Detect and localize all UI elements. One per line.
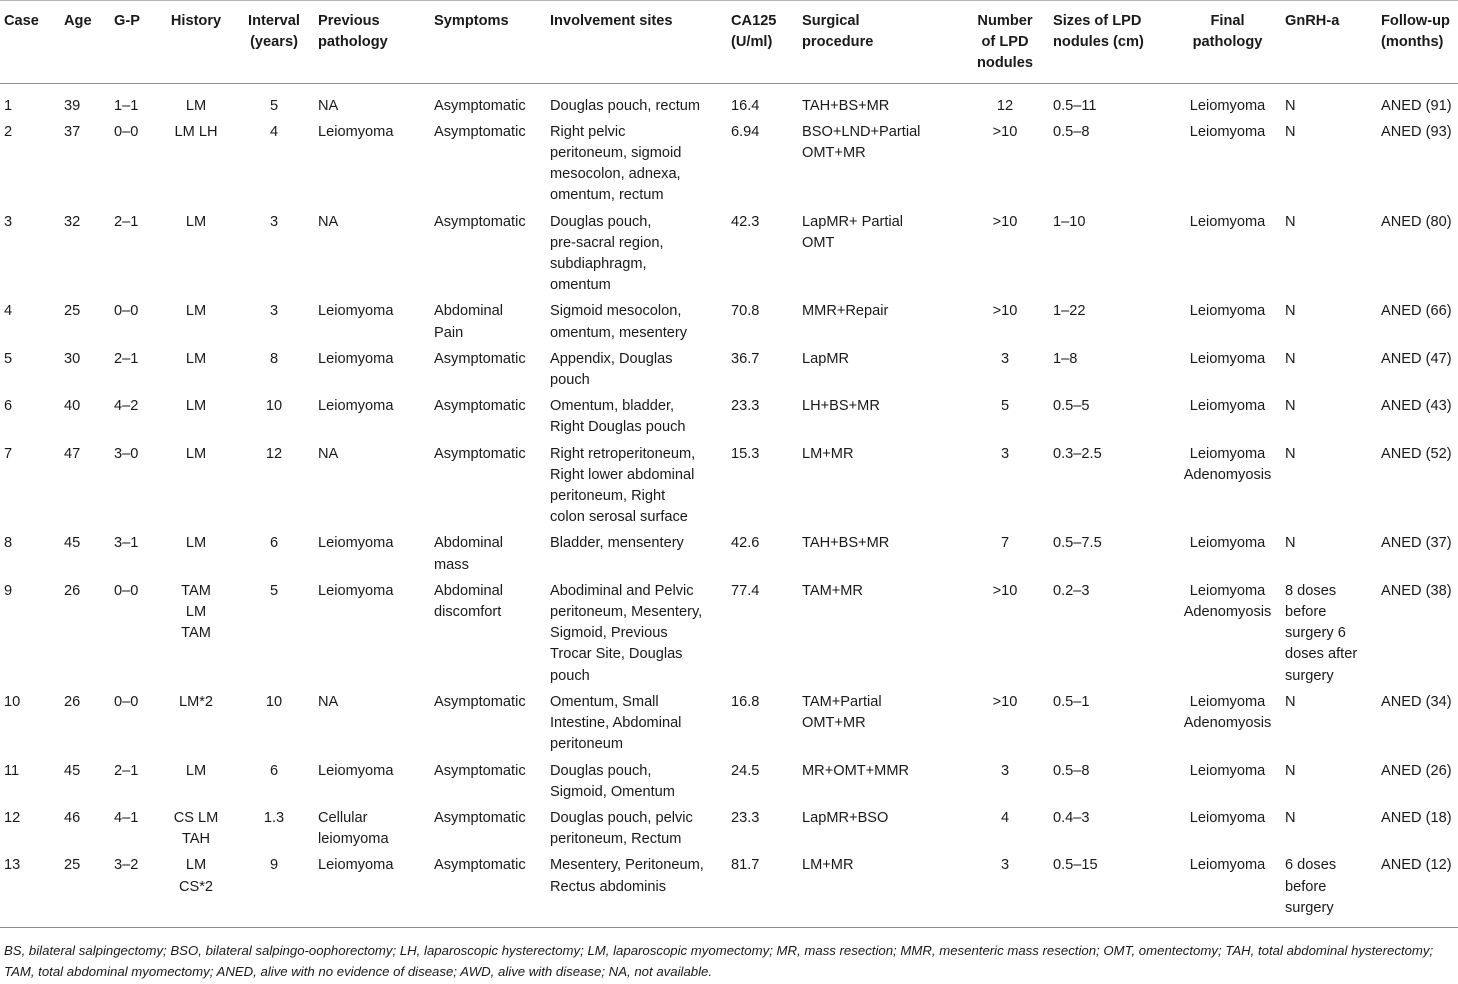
cell-surgical-procedure: MR+OMT+MMR (802, 762, 910, 779)
cell-case: 9 (4, 582, 13, 599)
cell-lpd-nodule-sizes: 0.5–11 (1053, 97, 1097, 114)
cell-symptoms: Asymptomatic (434, 809, 526, 826)
cell-g-p: 3–2 (110, 855, 158, 927)
cell-case: 2 (4, 123, 13, 140)
column-header-lpd-nodule-sizes: Sizes of LPD nodules (cm) (1049, 1, 1174, 84)
cell-gnrh-a: 6 doses before surgery (1281, 855, 1377, 927)
cell-lpd-nodule-count: 3 (1000, 350, 1010, 367)
cell-involvement-sites: Right pelvic peritoneum, sigmoid mesocolon, adnexa, omentum, rectum (550, 123, 682, 204)
cell-gnrh-a: N (1285, 303, 1296, 320)
cell-g-p: 2–1 (114, 762, 139, 779)
cell-ca125: 24.5 (731, 762, 760, 779)
cell-involvement-sites: Appendix, Douglas pouch (550, 350, 673, 389)
cell-previous-pathology: Cellular leiomyoma (318, 809, 389, 848)
cell-case: 11 (4, 762, 20, 779)
cell-ca125: 42.3 (731, 213, 760, 230)
cell-involvement-sites: Abodiminal and Pelvic peritoneum, Mesentery, Sigmoid, Previous Trocar Site, Douglas pouch (550, 582, 703, 684)
table-row (0, 692, 1458, 761)
cell-follow-up: ANED (18) (1381, 809, 1452, 826)
table-row (0, 122, 1458, 212)
cell-lpd-nodule-sizes: 0.5–5 (1053, 398, 1090, 415)
cell-surgical-procedure: LM+MR (802, 445, 854, 462)
cell-symptoms: Asymptomatic (434, 350, 526, 367)
cell-ca125: 16.8 (731, 693, 760, 710)
cell-surgical-procedure: LapMR+ Partial OMT (802, 213, 903, 251)
table-footnote: BS, bilateral salpingectomy; BSO, bilateral salpingo-oophorectomy; LH, laparoscopic hysterectomy; LM, laparoscopic myomectomy; MR, mass resection; MMR, mesenteric mass resection; OMT, omentectomy; TAH, total abdominal hysterectomy; TAM, total abdominal myomectomy; ANED, alive with no evidence of disease; AWD, alive with disease; NA, not available. (4, 943, 1434, 979)
cell-ca125: 81.7 (727, 855, 798, 927)
cell-previous-pathology: Leiomyoma (318, 303, 394, 320)
cell-follow-up: ANED (34) (1381, 693, 1452, 710)
cell-age: 37 (64, 123, 81, 140)
cell-final-pathology: Leiomyoma (1189, 762, 1266, 779)
cell-lpd-nodule-sizes: 0.2–3 (1053, 582, 1090, 599)
cell-symptoms: Abdominal Pain (434, 303, 503, 341)
column-header-surgical-procedure: Surgical procedure (798, 1, 961, 84)
cell-involvement-sites: Mesentery, Peritoneum, Rectus abdominis (546, 855, 727, 927)
cell-previous-pathology: Leiomyoma (318, 398, 394, 415)
cell-lpd-nodule-sizes: 1–8 (1053, 350, 1078, 367)
cell-follow-up: ANED (12) (1377, 855, 1458, 927)
cell-gnrh-a: N (1285, 97, 1296, 114)
cell-history: LM*2 (178, 693, 214, 710)
column-header-interval: Interval (years) (234, 1, 314, 84)
cell-surgical-procedure: LapMR+BSO (802, 809, 889, 826)
cell-g-p: 0–0 (114, 303, 139, 320)
cell-ca125: 6.94 (731, 123, 760, 140)
cell-lpd-nodule-count: 7 (1000, 535, 1010, 552)
cell-gnrh-a: N (1285, 350, 1296, 367)
cell-lpd-nodule-sizes: 1–10 (1053, 213, 1086, 230)
cell-history: CS LM TAH (173, 809, 219, 848)
cell-interval: 1.3 (263, 809, 285, 826)
cell-history: LM (185, 445, 207, 462)
cell-surgical-procedure: TAH+BS+MR (802, 535, 890, 552)
table-row (0, 808, 1458, 855)
cell-case: 6 (4, 398, 13, 415)
cell-history: LM (185, 350, 207, 367)
cell-history: LM (185, 535, 207, 552)
cell-final-pathology: Leiomyoma (1189, 303, 1266, 320)
cell-previous-pathology: NA (318, 97, 339, 114)
cell-ca125: 16.4 (731, 97, 760, 114)
cell-ca125: 23.3 (731, 398, 760, 415)
column-header-ca125: CA125 (U/ml) (727, 1, 798, 84)
column-header-case: Case (0, 1, 60, 84)
table-body (0, 83, 1458, 927)
column-header-gnrh-a: GnRH-a (1281, 1, 1377, 84)
cell-involvement-sites: Sigmoid mesocolon, omentum, mesentery (550, 303, 688, 341)
cell-history: LM (185, 303, 207, 320)
cell-lpd-nodule-count: >10 (992, 582, 1018, 599)
column-header-history: History (158, 1, 234, 84)
cell-lpd-nodule-sizes: 0.5–8 (1053, 762, 1090, 779)
cell-symptoms: Asymptomatic (434, 762, 526, 779)
cell-g-p: 2–1 (114, 350, 139, 367)
cell-final-pathology: Leiomyoma (1189, 123, 1266, 140)
cell-lpd-nodule-sizes: 1–22 (1053, 303, 1086, 320)
cell-history: TAM LM TAM (181, 582, 211, 642)
cell-follow-up: ANED (93) (1381, 123, 1452, 140)
cell-involvement-sites: Right retroperitoneum, Right lower abdominal peritoneum, Right colon serosal surface (550, 445, 696, 526)
cell-interval: 5 (269, 582, 279, 599)
cell-previous-pathology: Leiomyoma (318, 350, 394, 367)
cell-interval: 6 (269, 762, 279, 779)
cell-previous-pathology: Leiomyoma (318, 582, 394, 599)
cell-surgical-procedure: LH+BS+MR (802, 398, 880, 415)
column-header-previous-pathology: Previous pathology (314, 1, 430, 84)
cell-case: 10 (4, 693, 21, 710)
cell-interval: 8 (269, 350, 279, 367)
table-row (0, 349, 1458, 396)
cell-lpd-nodule-count: 3 (961, 855, 1049, 927)
cell-lpd-nodule-sizes: 0.5–1 (1053, 693, 1090, 710)
cell-follow-up: ANED (47) (1381, 350, 1452, 367)
cell-gnrh-a: N (1285, 398, 1296, 415)
cell-symptoms: Asymptomatic (434, 445, 526, 462)
cell-interval: 9 (234, 855, 314, 927)
cell-surgical-procedure: LapMR (802, 350, 850, 367)
column-header-g-p: G-P (110, 1, 158, 84)
cell-case: 7 (4, 445, 13, 462)
table-row (0, 761, 1458, 808)
cell-g-p: 4–1 (114, 809, 139, 826)
cell-case: 13 (0, 855, 60, 927)
cell-symptoms: Abdominal discomfort (434, 582, 503, 621)
cell-gnrh-a: N (1285, 762, 1296, 779)
cell-age: 39 (64, 97, 81, 114)
cell-age: 32 (64, 213, 81, 230)
column-header-final-pathology: Final pathology (1174, 1, 1281, 84)
cell-symptoms: Asymptomatic (434, 693, 526, 710)
cell-interval: 4 (269, 123, 279, 140)
cell-surgical-procedure: MMR+Repair (802, 303, 889, 320)
cell-interval: 6 (269, 535, 279, 552)
cell-final-pathology: Leiomyoma (1189, 350, 1266, 367)
cell-follow-up: ANED (38) (1381, 582, 1452, 599)
cell-follow-up: ANED (52) (1381, 445, 1452, 462)
cell-lpd-nodule-count: 3 (1000, 762, 1010, 779)
cell-follow-up: ANED (37) (1381, 535, 1452, 552)
cell-previous-pathology: Leiomyoma (314, 855, 430, 927)
cell-follow-up: ANED (80) (1381, 213, 1452, 230)
cell-gnrh-a: 8 doses before surgery 6 doses after surgery (1285, 582, 1358, 684)
table-row (0, 581, 1458, 692)
cell-surgical-procedure: BSO+LND+Partial OMT+MR (802, 123, 921, 162)
cell-final-pathology: Leiomyoma (1189, 535, 1266, 552)
cell-involvement-sites: Omentum, Small Intestine, Abdominal peritoneum (550, 693, 682, 753)
table-row (0, 444, 1458, 534)
cell-final-pathology: Leiomyoma (1189, 398, 1266, 415)
cell-symptoms: Asymptomatic (434, 398, 526, 415)
cell-interval: 10 (265, 693, 283, 710)
cell-gnrh-a: N (1285, 809, 1296, 826)
cell-lpd-nodule-sizes: 0.5–8 (1053, 123, 1090, 140)
column-header-symptoms: Symptoms (430, 1, 546, 84)
cell-involvement-sites: Douglas pouch, pelvic peritoneum, Rectum (550, 809, 693, 848)
cell-interval: 10 (265, 398, 283, 415)
cell-surgical-procedure: TAM+MR (802, 582, 863, 599)
cell-symptoms: Asymptomatic (434, 123, 526, 140)
cell-g-p: 0–0 (114, 693, 139, 710)
cell-lpd-nodule-count: 3 (1000, 445, 1010, 462)
cell-case: 12 (4, 809, 21, 826)
column-header-age: Age (60, 1, 110, 84)
cell-ca125: 70.8 (731, 303, 760, 320)
column-header-follow-up: Follow-up (months) (1377, 1, 1458, 84)
cell-age: 46 (64, 809, 81, 826)
cell-final-pathology: Leiomyoma (1174, 855, 1281, 927)
cell-case: 5 (4, 350, 13, 367)
cell-gnrh-a: N (1285, 123, 1296, 140)
table-row (0, 212, 1458, 302)
cell-symptoms: Asymptomatic (434, 213, 526, 230)
cell-case: 3 (4, 213, 13, 230)
cell-age: 25 (60, 855, 110, 927)
cell-g-p: 2–1 (114, 213, 139, 230)
cell-ca125: 36.7 (731, 350, 760, 367)
cell-lpd-nodule-sizes: 0.3–2.5 (1053, 445, 1102, 462)
cell-follow-up: ANED (26) (1381, 762, 1452, 779)
cell-g-p: 3–1 (114, 535, 139, 552)
cell-case: 1 (4, 97, 13, 114)
cell-ca125: 77.4 (731, 582, 760, 599)
column-header-lpd-nodule-count: Number of LPD nodules (961, 1, 1049, 84)
table-row (0, 301, 1458, 348)
cell-lpd-nodule-sizes: 0.5–15 (1049, 855, 1174, 927)
cell-age: 30 (64, 350, 81, 367)
cell-involvement-sites: Douglas pouch, pre-sacral region, subdiaphragm, omentum (550, 213, 664, 294)
cell-final-pathology: Leiomyoma Adenomyosis (1183, 582, 1272, 621)
table-row (0, 396, 1458, 443)
cell-previous-pathology: Leiomyoma (318, 535, 394, 552)
cell-ca125: 42.6 (731, 535, 760, 552)
cell-interval: 3 (269, 303, 279, 320)
cell-lpd-nodule-count: >10 (992, 693, 1018, 710)
cell-g-p: 3–0 (114, 445, 139, 462)
cell-involvement-sites: Bladder, mensentery (550, 535, 684, 552)
cell-lpd-nodule-count: >10 (992, 303, 1018, 320)
cell-previous-pathology: NA (318, 693, 339, 710)
cell-age: 26 (64, 582, 81, 599)
cell-lpd-nodule-sizes: 0.4–3 (1053, 809, 1090, 826)
cell-ca125: 23.3 (731, 809, 760, 826)
cell-history: LM LH (174, 123, 218, 140)
cell-final-pathology: Leiomyoma Adenomyosis (1183, 693, 1272, 732)
cell-previous-pathology: NA (318, 445, 339, 462)
cell-lpd-nodule-count: 4 (1000, 809, 1010, 826)
cell-involvement-sites: Douglas pouch, Sigmoid, Omentum (550, 762, 675, 800)
cell-age: 45 (64, 535, 81, 552)
cell-history: LM CS*2 (158, 855, 234, 927)
cell-follow-up: ANED (43) (1381, 398, 1452, 415)
cell-follow-up: ANED (66) (1381, 303, 1452, 320)
cell-previous-pathology: NA (318, 213, 339, 230)
cell-case: 8 (4, 535, 13, 552)
cell-symptoms: Asymptomatic (430, 855, 546, 927)
cell-g-p: 4–2 (114, 398, 139, 415)
cell-history: LM (185, 398, 207, 415)
table-row (0, 855, 1458, 927)
cell-age: 26 (64, 693, 81, 710)
cell-interval: 12 (265, 445, 283, 462)
cell-ca125: 15.3 (731, 445, 760, 462)
cell-lpd-nodule-count: 5 (1000, 398, 1010, 415)
cell-symptoms: Asymptomatic (434, 97, 526, 114)
cell-g-p: 1–1 (114, 97, 139, 114)
cell-previous-pathology: Leiomyoma (318, 762, 394, 779)
cell-history: LM (185, 762, 207, 779)
cell-interval: 5 (269, 97, 279, 114)
cell-interval: 3 (269, 213, 279, 230)
cell-surgical-procedure: TAH+BS+MR (802, 97, 890, 114)
cell-lpd-nodule-count: >10 (992, 213, 1018, 230)
cell-case: 4 (4, 303, 13, 320)
cell-history: LM (185, 213, 207, 230)
cell-lpd-nodule-count: 12 (996, 97, 1014, 114)
cell-g-p: 0–0 (114, 582, 139, 599)
cell-final-pathology: Leiomyoma Adenomyosis (1183, 445, 1272, 483)
cell-age: 47 (64, 445, 81, 462)
cell-final-pathology: Leiomyoma (1189, 97, 1266, 114)
cell-lpd-nodule-count: >10 (992, 123, 1018, 140)
cell-final-pathology: Leiomyoma (1189, 809, 1266, 826)
cell-age: 40 (64, 398, 81, 415)
cell-gnrh-a: N (1285, 693, 1296, 710)
table-header-row (0, 1, 1458, 84)
cell-previous-pathology: Leiomyoma (318, 123, 394, 140)
table-row (0, 83, 1458, 122)
cell-gnrh-a: N (1285, 535, 1296, 552)
column-header-involvement-sites: Involvement sites (546, 1, 727, 84)
cell-age: 45 (64, 762, 81, 779)
cell-surgical-procedure: TAM+Partial OMT+MR (802, 693, 882, 732)
cell-gnrh-a: N (1285, 213, 1296, 230)
cell-involvement-sites: Douglas pouch, rectum (550, 97, 701, 114)
cell-surgical-procedure: LM+MR (798, 855, 961, 927)
cell-lpd-nodule-sizes: 0.5–7.5 (1053, 535, 1102, 552)
cell-symptoms: Abdominal mass (434, 535, 503, 573)
cell-involvement-sites: Omentum, bladder, Right Douglas pouch (550, 398, 686, 436)
cell-gnrh-a: N (1285, 445, 1296, 462)
cell-age: 25 (64, 303, 81, 320)
table-row (0, 533, 1458, 580)
cell-history: LM (185, 97, 207, 114)
cell-final-pathology: Leiomyoma (1189, 213, 1266, 230)
cell-g-p: 0–0 (114, 123, 139, 140)
cell-follow-up: ANED (91) (1381, 97, 1452, 114)
